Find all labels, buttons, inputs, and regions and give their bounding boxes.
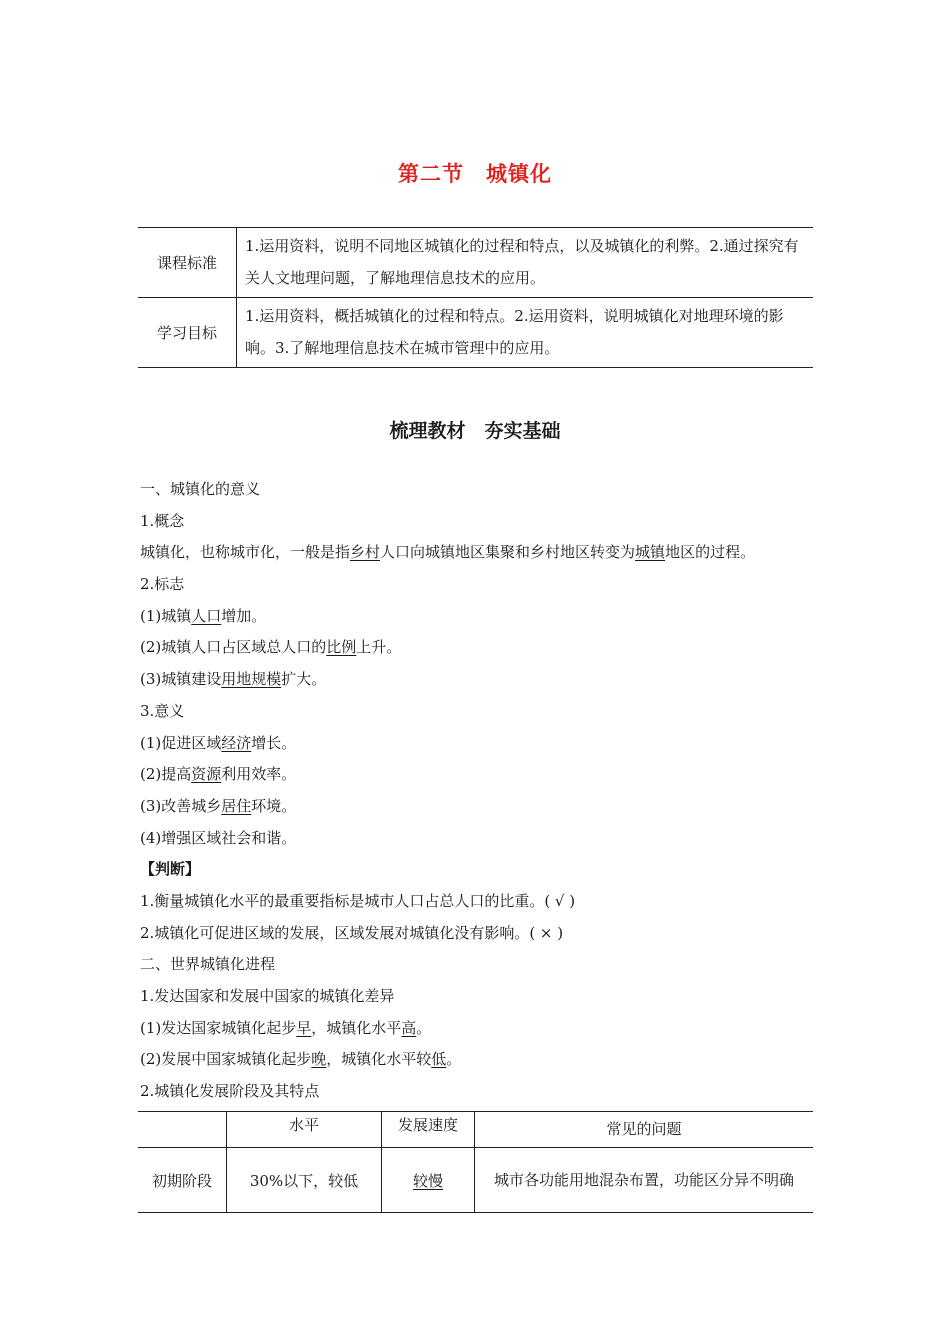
objective-text: 1.运用资料，概括城镇化的过程和特点。2.运用资料，说明城镇化对地理环境的影响。3.了解地理信息技术在城市管理中的应用。 xyxy=(237,298,814,368)
difference-heading: 1.发达国家和发展中国家的城镇化差异 xyxy=(140,987,395,1005)
meaning-item: (3)改善城乡居住环境。 xyxy=(140,796,297,815)
column-header: 常见的问题 xyxy=(475,1112,814,1148)
table-row xyxy=(138,228,813,298)
page-title: 第二节 城镇化 xyxy=(398,162,552,186)
curriculum-table xyxy=(138,227,813,368)
difference-item: (2)发展中国家城镇化起步晚，城镇化水平较低。 xyxy=(140,1050,462,1069)
answer-blank: 城镇 xyxy=(635,543,666,562)
sign-item: (3)城镇建设用地规模扩大。 xyxy=(140,670,327,689)
heading-meaning: 一、城镇化的意义 xyxy=(140,480,261,498)
heading-world: 二、世界城镇化进程 xyxy=(140,955,276,974)
column-header: 水平 xyxy=(227,1112,382,1148)
section-title: 梳理教材 夯实基础 xyxy=(389,420,561,442)
concept-heading: 1.概念 xyxy=(140,511,185,530)
answer-blank: 用地规模 xyxy=(221,670,282,689)
answer-blank: 经济 xyxy=(221,733,252,752)
answer-blank: 低 xyxy=(431,1050,447,1069)
standard-label: 课程标准 xyxy=(138,228,237,298)
stage-cell: 初期阶段 xyxy=(138,1148,227,1213)
answer-blank: 比例 xyxy=(326,638,357,657)
judge-item: 1.衡量城镇化水平的最重要指标是城市人口占总人口的比重。( √ ) xyxy=(140,891,576,910)
meaning-item: (2)提高资源利用效率。 xyxy=(140,765,297,784)
answer-blank: 人口 xyxy=(191,606,222,625)
meaning-item: (1)促进区域经济增长。 xyxy=(140,733,297,752)
answer-blank: 高 xyxy=(401,1018,417,1037)
standard-text: 1.运用资料，说明不同地区城镇化的过程和特点，以及城镇化的利弊。2.通过探究有关人文地理问题，了解地理信息技术的应用。 xyxy=(237,228,814,298)
answer-blank: 较慢 xyxy=(412,1171,443,1190)
answer-blank: 早 xyxy=(296,1018,312,1037)
level-cell: 30%以下，较低 xyxy=(227,1148,382,1213)
problem-cell: 城市各功能用地混杂布置，功能区分异不明确 xyxy=(475,1148,814,1213)
answer-blank: 居住 xyxy=(221,796,252,815)
answer-blank: 乡村 xyxy=(350,543,381,562)
judge-item: 2.城镇化可促进区域的发展，区域发展对城镇化没有影响。( × ) xyxy=(140,923,564,942)
judge-heading: 【判断】 xyxy=(140,860,201,879)
stage-heading: 2.城镇化发展阶段及其特点 xyxy=(140,1082,320,1101)
table-header-row xyxy=(138,1112,813,1148)
sign-item: (2)城镇人口占区域总人口的比例上升。 xyxy=(140,638,402,657)
answer-blank: 晚 xyxy=(311,1050,327,1069)
difference-item: (1)发达国家城镇化起步早，城镇化水平高。 xyxy=(140,1018,432,1037)
speed-cell xyxy=(382,1148,475,1213)
sign-item: (1)城镇人口增加。 xyxy=(140,606,267,625)
column-header xyxy=(138,1112,227,1148)
answer-blank: 资源 xyxy=(191,765,222,784)
objective-label: 学习目标 xyxy=(138,298,237,368)
meaning-heading: 3.意义 xyxy=(140,701,185,720)
table-row xyxy=(138,1148,813,1213)
sign-heading: 2.标志 xyxy=(140,575,185,594)
table-row xyxy=(138,298,813,368)
content-body xyxy=(140,474,830,1108)
stage-table xyxy=(138,1111,813,1213)
column-header: 发展速度 xyxy=(382,1112,475,1148)
concept-text: 城镇化，也称城市化，一般是指乡村人口向城镇地区集聚和乡村地区转变为城镇地区的过程。 xyxy=(140,543,756,562)
meaning-item: (4)增强区域社会和谐。 xyxy=(140,828,297,847)
